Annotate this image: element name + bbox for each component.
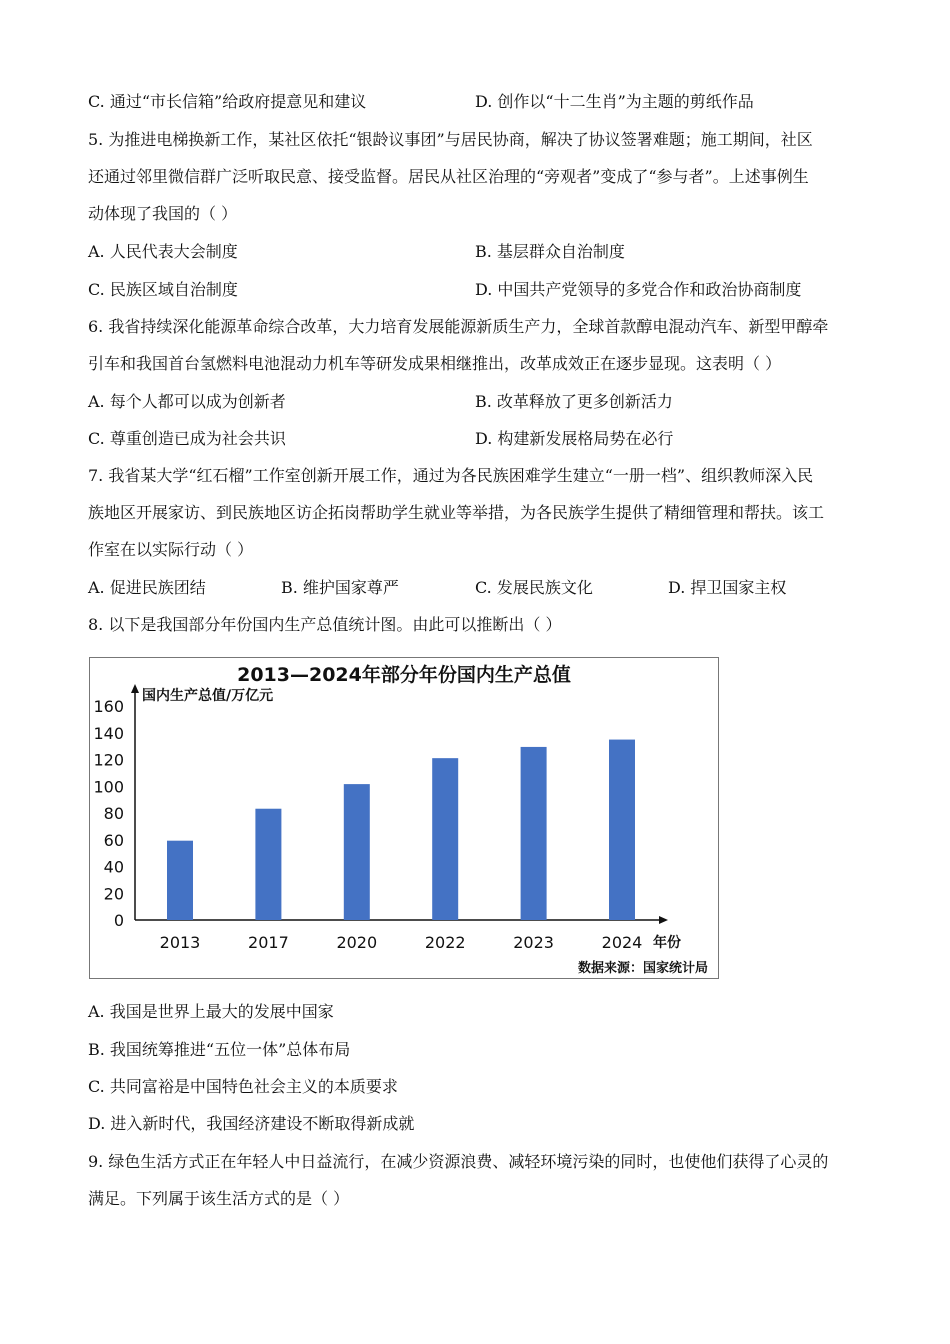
q9-stem-line-2: 满足。下列属于该生活方式的是（ ） [88,1189,350,1208]
chart-x-axis-label: 年份 [653,935,681,951]
q5-option-d[interactable]: D. 中国共产党领导的多党合作和政治协商制度 [475,280,802,299]
q7-option-a[interactable]: A. 促进民族团结 [88,578,206,597]
bar-2024 [609,740,635,920]
y-tick-label: 40 [103,857,124,877]
y-tick-label: 120 [93,750,124,770]
q6-stem-line-1: 6. 我省持续深化能源革命综合改革，大力培育发展能源新质生产力，全球首款醇电混动汽车、新型甲醇牵 [88,317,829,336]
x-tick-label-2020: 2020 [336,933,378,952]
gdp-bar-chart [89,657,719,979]
q4-option-c[interactable]: C. 通过“市长信箱”给政府提意见和建议 [88,92,367,111]
q7-stem-line-1: 7. 我省某大学“红石榴”工作室创新开展工作，通过为各民族困难学生建立“一册一档”、组织教师深入民 [88,466,814,485]
bar-2022 [432,758,458,920]
q5-option-a[interactable]: A. 人民代表大会制度 [88,242,238,261]
x-tick-label-2022: 2022 [424,933,466,952]
q5-stem-line-3: 动体现了我国的（ ） [88,204,238,223]
q7-stem-line-2: 族地区开展家访、到民族地区访企拓岗帮助学生就业等举措，为各民族学生提供了精细管理和帮扶。该工 [88,503,825,522]
y-tick-label: 140 [93,723,124,743]
q8-option-d[interactable]: D. 进入新时代，我国经济建设不断取得新成就 [88,1114,415,1133]
q5-stem-line-1: 5. 为推进电梯换新工作，某社区依托“银龄议事团”与居民协商，解决了协议签署难题；施工期间，社区 [88,130,813,149]
x-tick-label-2017: 2017 [248,933,289,952]
q4-option-d[interactable]: D. 创作以“十二生肖”为主题的剪纸作品 [475,92,754,111]
chart-y-axis-arrow [131,684,139,693]
x-tick-label-2023: 2023 [513,933,554,952]
q6-option-c[interactable]: C. 尊重创造已成为社会共识 [88,429,286,448]
q6-stem-line-2: 引车和我国首台氢燃料电池混动力机车等研发成果相继推出，改革成效正在逐步显现。这表明（ ） [88,354,782,373]
bar-2013 [167,841,193,920]
q6-option-b[interactable]: B. 改革释放了更多创新活力 [475,392,673,411]
q7-option-c[interactable]: C. 发展民族文化 [475,578,593,597]
q8-option-b[interactable]: B. 我国统筹推进“五位一体”总体布局 [88,1040,351,1059]
bar-2020 [344,784,370,920]
q5-stem-line-2: 还通过邻里微信群广泛听取民意、接受监督。居民从社区治理的“旁观者”变成了“参与者”。上述事例生 [88,167,809,186]
q5-option-c[interactable]: C. 民族区域自治制度 [88,280,238,299]
q8-option-c[interactable]: C. 共同富裕是中国特色社会主义的本质要求 [88,1077,398,1096]
y-tick-label: 100 [93,777,124,797]
y-tick-label: 20 [103,884,124,904]
y-tick-label: 60 [103,830,124,850]
chart-x-axis-arrow [659,916,668,924]
q6-option-a[interactable]: A. 每个人都可以成为创新者 [88,392,286,411]
chart-source: 数据来源：国家统计局 [577,961,708,976]
bar-2023 [521,747,547,920]
q7-option-b[interactable]: B. 维护国家尊严 [281,578,399,597]
q8-stem: 8. 以下是我国部分年份国内生产总值统计图。由此可以推断出（ ） [88,615,562,634]
gdp-chart-svg [90,658,718,978]
y-tick-label: 80 [103,804,124,823]
q9-stem-line-1: 9. 绿色生活方式正在年轻人中日益流行，在减少资源浪费、减轻环境污染的同时，也使他们获得了心灵的 [88,1152,829,1171]
q7-option-d[interactable]: D. 捍卫国家主权 [668,578,787,597]
y-tick-label: 0 [113,911,124,930]
x-tick-label-2024: 2024 [601,933,643,952]
y-tick-label: 160 [93,697,124,716]
q7-stem-line-3: 作室在以实际行动（ ） [88,540,254,559]
chart-y-axis-label: 国内生产总值/万亿元 [142,688,274,704]
q6-option-d[interactable]: D. 构建新发展格局势在必行 [475,429,674,448]
bar-2017 [255,809,281,920]
chart-title: 2013—2024年部分年份国内生产总值 [237,664,571,686]
x-tick-label-2013: 2013 [159,933,201,952]
q5-option-b[interactable]: B. 基层群众自治制度 [475,242,625,261]
q8-option-a[interactable]: A. 我国是世界上最大的发展中国家 [88,1002,334,1021]
